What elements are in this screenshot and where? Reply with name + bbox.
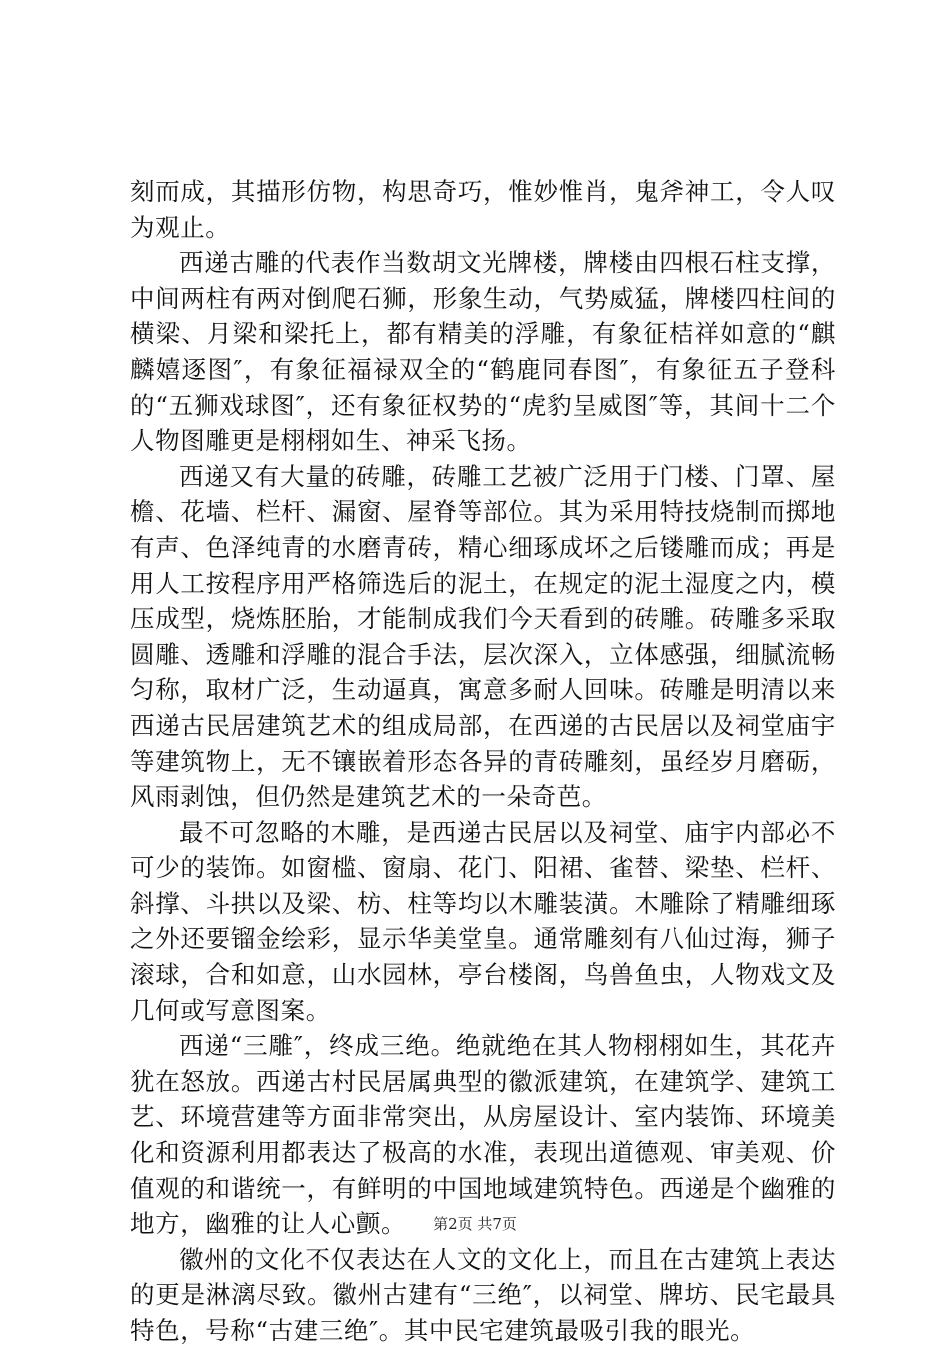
paragraph-3: 西递又有大量的砖雕，砖雕工艺被广泛用于门楼、门罩、屋檐、花墙、栏杆、漏窗、屋脊等部位。其为采用特技烧制而掷地有声、色泽纯青的水磨青砖，精心细琢成坏之后镂雕而成；再是用人工按程序用严格筛选后的泥土，在规定的泥土湿度之内，模压成型，烧炼胚胎，才能制成我们今天看到的砖雕。砖雕多采取圆雕、透雕和浮雕的混合手法，层次深入，立体感强，细腻流畅匀称，取材广泛，生动逼真，寓意多耐人回味。砖雕是明清以来西递古民居建筑艺术的组成局部，在西递的古民居以及祠堂庙宇等建筑物上，无不镶嵌着形态各异的青砖雕刻，虽经岁月磨砺，风雨剥蚀，但仍然是建筑艺术的一朵奇芭。 — [130, 461, 836, 812]
paragraph-5: 西递“三雕″，终成三绝。绝就绝在其人物栩栩如生，其花卉犹在怒放。西递古村民居属典型的徽派建筑，在建筑学、建筑工艺、环境营建等方面非常突出，从房屋设计、室内装饰、环境美化和资源利用都表达了极高的水准，表现出道德观、审美观、价值观的和谐统一，有鲜明的中国地域建筑特色。西递是个幽雅的地方，幽雅的让人心颤。 — [130, 1031, 836, 1239]
paragraph-6: 徽州的文化不仅表达在人文的文化上，而且在古建筑上表达的更是淋漓尽致。徽州古建有“三绝″，以祠堂、牌坊、民宅最具特色，号称“古建三绝″。其中民宅建筑最吸引我的眼光。 — [130, 1244, 836, 1345]
page-footer: 第2页 共7页 — [433, 1215, 517, 1233]
paragraph-1: 刻而成，其描形仿物，构思奇巧，惟妙惟肖，鬼斧神工，令人叹为观止。 — [130, 177, 836, 242]
paragraph-4: 最不可忽略的木雕，是西递古民居以及祠堂、庙宇内部必不可少的装饰。如窗槛、窗扇、花门、阳裙、雀替、梁垫、栏杆、斜撑、斗拱以及梁、枋、柱等均以木雕装潢。木雕除了精雕细琢之外还要镏金绘彩，显示华美堂皇。通常雕刻有八仙过海，狮子滚球，合和如意，山水园林，亭台楼阁，鸟兽鱼虫，人物戏文及几何或写意图案。 — [130, 817, 836, 1025]
paragraph-2: 西递古雕的代表作当数胡文光牌楼，牌楼由四根石柱支撑，中间两柱有两对倒爬石狮，形象生动，气势威猛，牌楼四柱间的横梁、月梁和梁托上，都有精美的浮雕，有象征桔祥如意的“麒麟嬉逐图″，有象征福禄双全的“鹤鹿同春图″，有象征五子登科的“五狮戏球图″，还有象征权势的“虎豹呈威图″等，其间十二个人物图雕更是栩栩如生、神采飞扬。 — [130, 248, 836, 456]
body-text — [130, 174, 836, 1349]
